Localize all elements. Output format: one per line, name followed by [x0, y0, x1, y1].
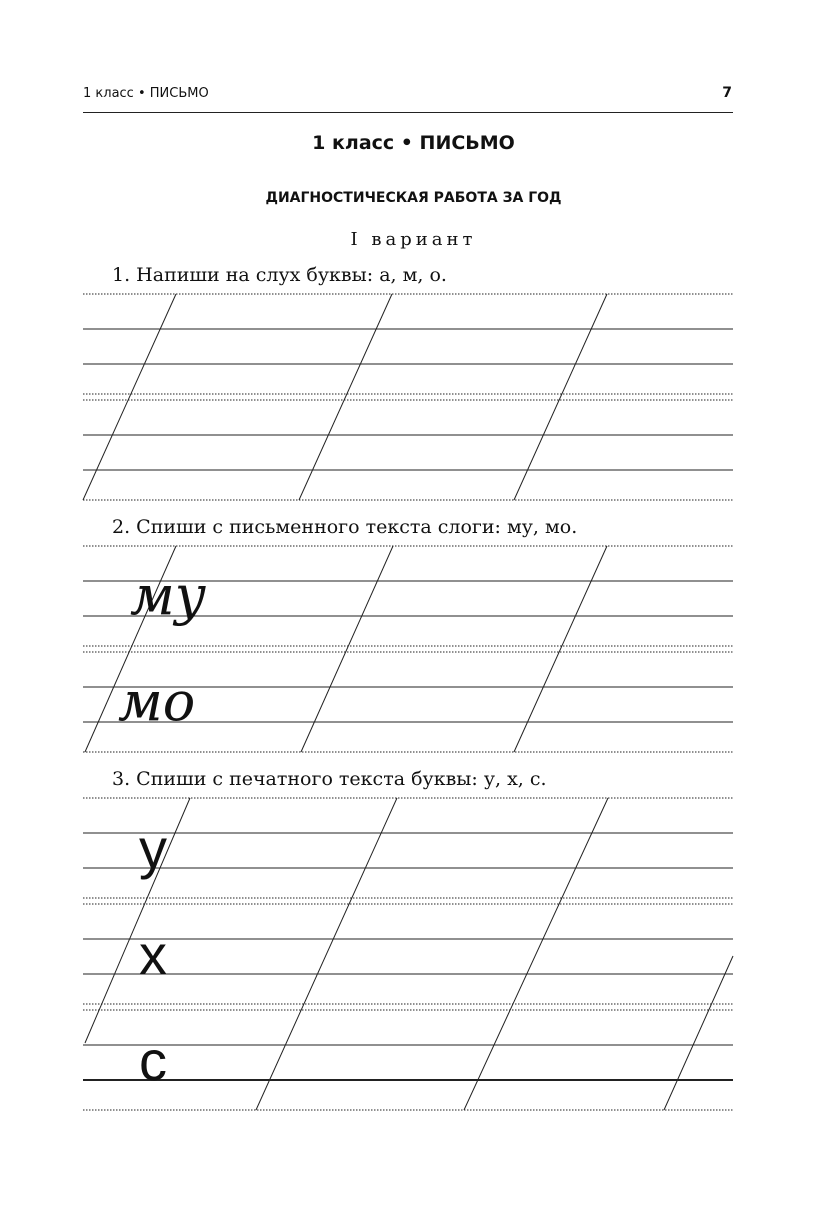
task-1-prompt: 1. Напиши на слух буквы: а, м, о.: [112, 264, 447, 286]
writing-block-1[interactable]: [83, 294, 733, 500]
work-subtitle: ДИАГНОСТИЧЕСКАЯ РАБОТА ЗА ГОД: [265, 190, 562, 206]
print-sample-kh: х: [139, 923, 167, 986]
writing-block-3[interactable]: [83, 798, 733, 1110]
task-2-prompt: 2. Спиши с письменного текста слоги: му, мо.: [112, 516, 578, 538]
print-sample-u: у: [139, 817, 167, 880]
variant-label: I вариант: [350, 229, 477, 250]
cursive-sample-mu: му: [130, 564, 207, 627]
cursive-sample-mo: мо: [118, 670, 196, 733]
page-number: 7: [722, 85, 732, 101]
running-header: 1 класс • ПИСЬМО: [83, 86, 209, 101]
page-title: 1 класс • ПИСЬМО: [312, 132, 515, 154]
print-sample-s: с: [139, 1029, 167, 1092]
task-3-prompt: 3. Спиши с печатного текста буквы: у, х, с.: [112, 768, 547, 790]
